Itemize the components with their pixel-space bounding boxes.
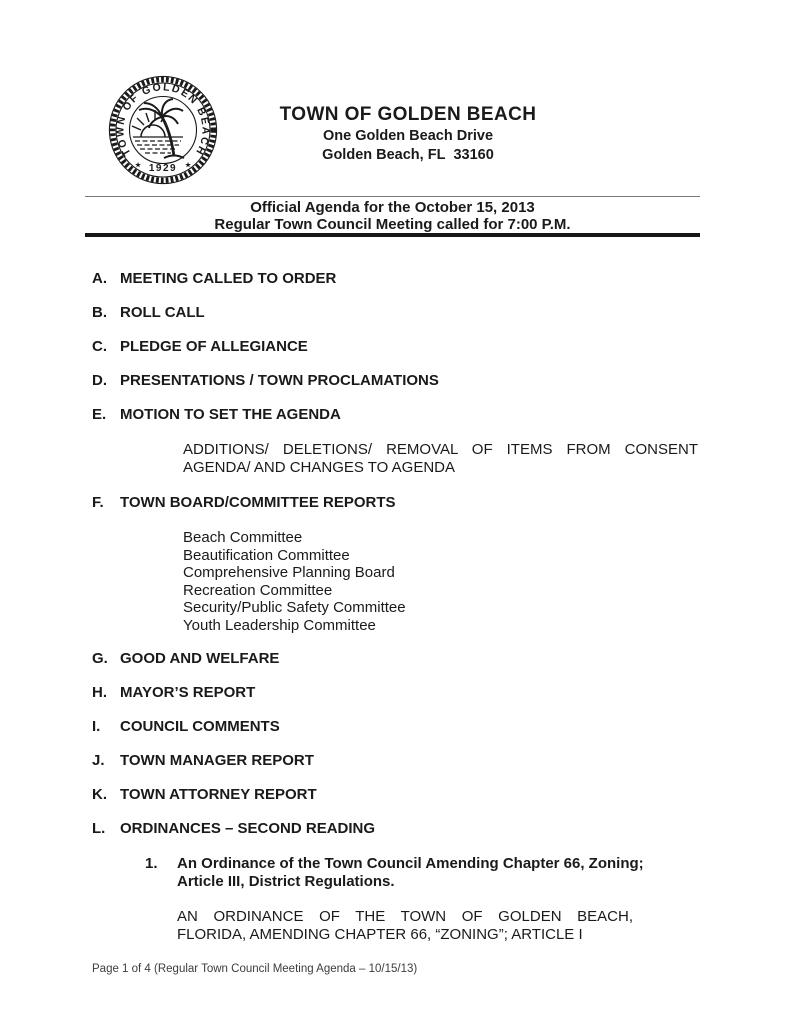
agenda-item-b [88,305,700,321]
item-letter: G. [92,650,108,667]
item-label: TOWN BOARD/COMMITTEE REPORTS [120,494,396,511]
ordinance-body-line-2: FLORIDA, AMENDING CHAPTER 66, “ZONING”; ARTICLE I [177,925,583,943]
seal-star-left-icon: ★ [135,162,141,169]
committee-item: Comprehensive Planning Board [183,564,395,581]
item-letter: K. [92,786,107,803]
agenda-item-g [88,651,700,667]
ordinance-item-1 [145,855,700,890]
item-letter: E. [92,406,107,423]
ordinance-title-line-2: Article III, District Regulations. [177,872,395,890]
item-letter: F. [92,494,104,511]
agenda-banner-line-1: Official Agenda for the October 15, 2013 [250,199,535,216]
committee-item: Recreation Committee [183,581,333,599]
divider-thin [85,196,700,197]
committee-list [183,529,700,634]
seal-year: 1929 [148,163,178,174]
agenda-item-a [88,271,700,287]
item-letter: A. [92,270,107,287]
item-letter: H. [92,684,107,701]
agenda-item-h [88,685,700,701]
agenda-item-i [88,719,700,735]
item-label: ORDINANCES – SECOND READING [120,820,376,837]
address-line-1: One Golden Beach Drive [322,128,494,144]
item-label: PLEDGE OF ALLEGIANCE [120,338,308,355]
item-label: TOWN ATTORNEY REPORT [120,786,317,803]
agenda-banner-line-2: Regular Town Council Meeting called for 7:00 P.M. [214,215,571,233]
item-label: PRESENTATIONS / TOWN PROCLAMATIONS [120,372,439,389]
agenda-item-j [88,753,700,769]
committee-item: Youth Leadership Committee [183,616,376,634]
item-letter: B. [92,304,107,321]
item-label: MOTION TO SET THE AGENDA [120,406,341,423]
org-name: TOWN OF GOLDEN BEACH [279,104,537,125]
seal-star-right-icon: ★ [185,162,191,169]
item-label: GOOD AND WELFARE [120,650,280,667]
ordinance-title [177,855,644,890]
agenda-item-e [88,407,700,423]
item-letter: D. [92,372,107,389]
consent-note [183,441,698,476]
page-footer: Page 1 of 4 (Regular Town Council Meeting Agenda – 10/15/13) [92,963,418,975]
divider-thick [85,233,700,237]
committee-item: Beach Committee [183,529,303,546]
committee-item: Beautification Committee [183,546,350,564]
agenda-item-d [88,373,700,389]
item-label: MAYOR’S REPORT [120,684,256,701]
agenda-item-k [88,787,700,803]
ordinance-number: 1. [145,855,158,872]
agenda-item-c [88,339,700,355]
item-label: TOWN MANAGER REPORT [120,752,314,769]
item-letter: I. [92,718,101,735]
item-letter: J. [92,752,105,769]
item-label: MEETING CALLED TO ORDER [120,270,337,287]
committee-item: Security/Public Safety Committee [183,599,406,616]
agenda-body [88,271,700,943]
agenda-item-l [88,821,700,837]
ordinance-body [177,908,633,943]
item-letter: L. [92,820,106,837]
ordinance-body-line-1: AN ORDINANCE OF THE TOWN OF GOLDEN BEACH, [177,908,633,925]
agenda-item-f [88,495,700,511]
item-letter: C. [92,338,107,355]
letterhead [88,102,728,165]
item-label: COUNCIL COMMENTS [120,718,280,735]
consent-note-line-2: AGENDA/ AND CHANGES TO AGENDA [183,458,456,476]
agenda-banner [85,200,700,233]
seal-ring-text: TOWN OF GOLDEN BEACH [114,81,212,159]
ordinance-title-line-1: An Ordinance of the Town Council Amending Chapter 66, Zoning; [177,855,644,872]
consent-note-line-1: ADDITIONS/ DELETIONS/ REMOVAL OF ITEMS FROM CONSENT [183,441,698,458]
item-label: ROLL CALL [120,304,205,321]
address-line-2: Golden Beach, FL 33160 [322,147,494,163]
